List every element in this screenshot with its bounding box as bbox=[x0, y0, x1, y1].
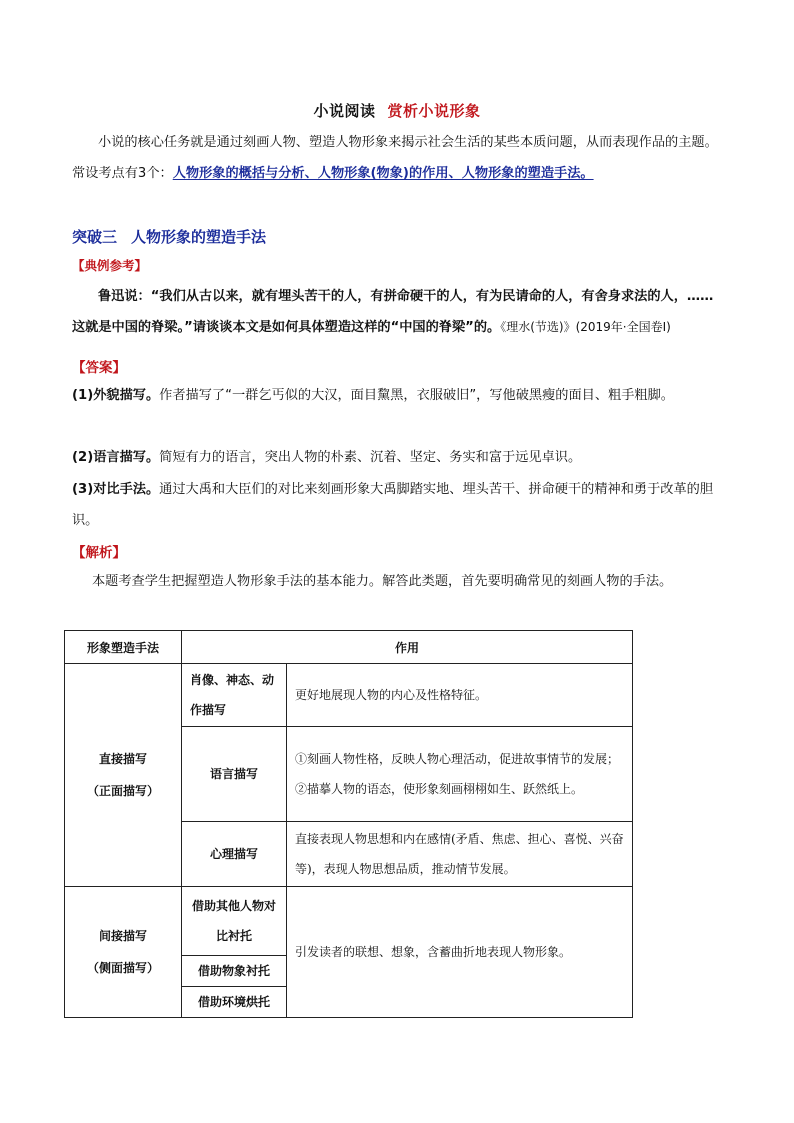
table-header-row bbox=[65, 631, 633, 664]
page-title bbox=[0, 100, 794, 121]
table-header-effect: 作用 bbox=[182, 631, 633, 664]
answer-tag: 【答案】 bbox=[72, 360, 126, 376]
indirect-description-cell bbox=[65, 887, 182, 1018]
direct-description-cell bbox=[65, 664, 182, 887]
question-text: 鲁迅说：“我们从古以来，就有埋头苦干的人，有拼命硬干的人，有为民请命的人，有舍身求法的人，……这就是中国的脊梁。”请谈谈本文是如何具体塑造这样的“中国的脊梁”的。 bbox=[72, 289, 714, 335]
intro-highlight: 人物形象的概括与分析、人物形象(物象)的作用、人物形象的塑造手法。 bbox=[172, 166, 594, 181]
effect-cell: ①刻画人物性格，反映人物心理活动，促进故事情节的发展；②描摹人物的语态，使形象刻画栩栩如生、跃然纸上。 bbox=[287, 727, 633, 822]
answer-label: (3)对比手法。 bbox=[72, 482, 160, 497]
example-tag: 【典例参考】 bbox=[72, 258, 148, 273]
answer-text: 简短有力的语言，突出人物的朴素、沉着、坚定、务实和富于远见卓识。 bbox=[159, 450, 582, 465]
effect-cell: 直接表现人物思想和内在感情(矛盾、焦虑、担心、喜悦、兴奋等)，表现人物思想品质，推动情节发展。 bbox=[287, 822, 633, 887]
method-cell: 借助其他人物对比衬托 bbox=[182, 887, 287, 956]
intro-paragraph bbox=[72, 127, 722, 189]
section-name: 人物形象的塑造手法 bbox=[131, 228, 267, 246]
section-heading bbox=[72, 226, 266, 247]
question-source: 《理水(节选)》(2019年·全国卷Ⅰ) bbox=[500, 320, 671, 334]
answer-item bbox=[72, 442, 722, 473]
direct-description-alt: （正面描写） bbox=[86, 784, 159, 798]
method-cell: 心理描写 bbox=[182, 822, 287, 887]
analysis-tag: 【解析】 bbox=[72, 545, 126, 561]
indirect-description-alt: （侧面描写） bbox=[86, 961, 159, 975]
analysis-paragraph: 本题考查学生把握塑造人物形象手法的基本能力。解答此类题，首先要明确常见的刻画人物的手法。 bbox=[92, 574, 673, 589]
answer-label: (1)外貌描写。 bbox=[72, 388, 160, 403]
answer-text: 通过大禹和大臣们的对比来刻画形象大禹脚踏实地、埋头苦干、拼命硬干的精神和勇于改革的胆识。 bbox=[72, 482, 714, 528]
intro-text: 小说的核心任务就是通过刻画人物、塑造人物形象来揭示社会生活的某些本质问题，从而表现作品的主题。常设考点有3个： bbox=[72, 135, 718, 181]
method-cell: 肖像、神态、动作描写 bbox=[182, 664, 287, 727]
method-cell: 语言描写 bbox=[182, 727, 287, 822]
effect-cell: 引发读者的联想、想象，含蓄曲折地表现人物形象。 bbox=[287, 887, 633, 1018]
answer-text: 作者描写了“一群乞丐似的大汉，面目黧黑，衣服破旧”，写他破黑瘦的面目、粗手粗脚。 bbox=[159, 388, 674, 403]
effect-cell: 更好地展现人物的内心及性格特征。 bbox=[287, 664, 633, 727]
answer-item bbox=[72, 380, 722, 411]
answer-label: (2)语言描写。 bbox=[72, 450, 160, 465]
answer-item bbox=[72, 474, 722, 536]
direct-description-name: 直接描写 bbox=[98, 752, 147, 766]
table-row bbox=[65, 664, 633, 727]
question-paragraph bbox=[72, 282, 722, 343]
table-header-method: 形象塑造手法 bbox=[65, 631, 182, 664]
title-subtitle: 赏析小说形象 bbox=[387, 102, 481, 120]
technique-table bbox=[64, 630, 633, 1018]
table-row bbox=[65, 887, 633, 956]
method-cell: 借助环境烘托 bbox=[182, 987, 287, 1018]
section-label: 突破三 bbox=[72, 228, 118, 246]
title-main: 小说阅读 bbox=[313, 102, 376, 120]
method-cell: 借助物象衬托 bbox=[182, 956, 287, 987]
indirect-description-name: 间接描写 bbox=[98, 929, 147, 943]
